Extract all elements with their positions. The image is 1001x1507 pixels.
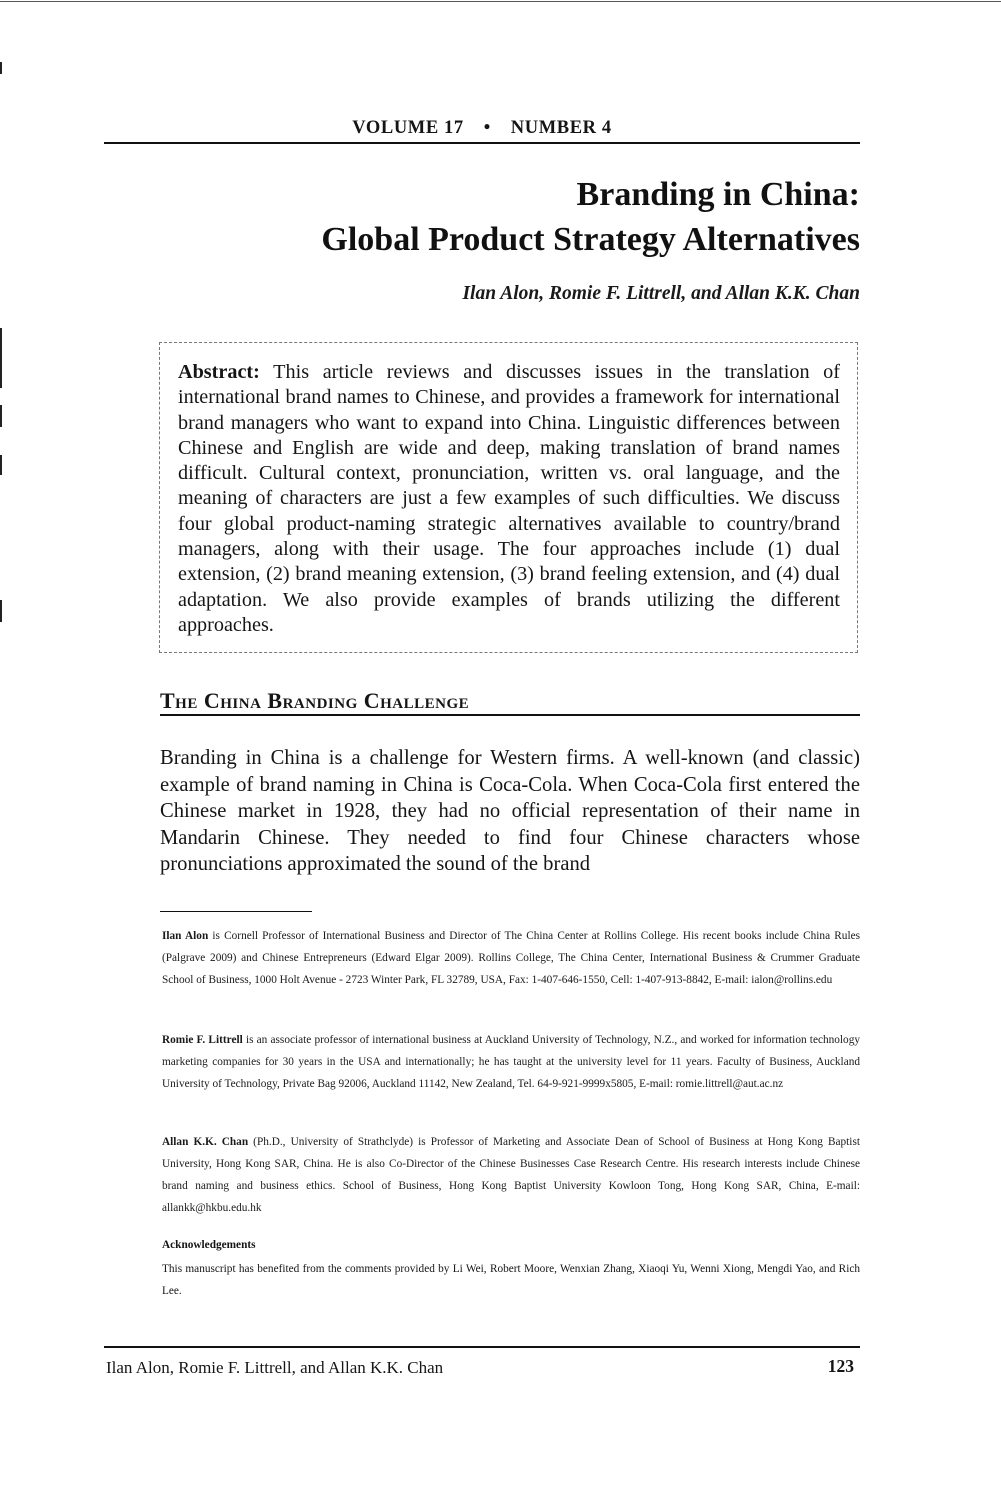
acknowledgements-title: Acknowledgements <box>162 1239 256 1251</box>
article-title <box>321 172 860 262</box>
scan-edge-mark <box>0 328 2 388</box>
journal-header <box>104 118 860 139</box>
abstract <box>178 360 840 638</box>
bio-text: is Cornell Professor of International Business and Director of The China Center at Rollins College. His recent books include China Rules (Palgrave 2009) and Chinese Entrepreneurs (Edward Elgar 2009). Rollins College, The China Center, International Business & Crummer Graduate School of Business, 1000 Holt Avenue - 2723 Winter Park, FL 32789, USA, Fax: 1-407-646-1550, Cell: 1-407-913-8842, E-mail: ialon@rollins.edu <box>162 930 860 986</box>
scan-edge-mark <box>0 62 2 74</box>
title-line-1: Branding in China: <box>576 176 860 213</box>
title-line-2: Global Product Strategy Alternatives <box>321 221 860 258</box>
volume-label: VOLUME 17 <box>352 118 464 138</box>
author-bio-littrell <box>162 1029 860 1095</box>
scan-edge-mark <box>0 405 2 427</box>
section-heading: The China Branding Challenge <box>160 688 470 713</box>
author-bio-alon <box>162 925 860 991</box>
acknowledgements-text: This manuscript has benefited from the comments provided by Li Wei, Robert Moore, Wenxian Zhang, Xiaoqi Yu, Wenni Xiong, Mengdi Yao, and Rich Lee. <box>162 1263 860 1297</box>
scan-edge-line <box>0 1 1001 2</box>
bio-name: Ilan Alon <box>162 930 209 942</box>
page-number: 123 <box>827 1356 854 1376</box>
abstract-text: This article reviews and discusses issues in the translation of international brand names to Chinese, and provides a framework for international brand managers who want to expand into China. Linguistic differences between Chinese and English are wide and deep, making translation of brand names difficult. Cultural context, pronunciation, written vs. oral language, and the meaning of characters are just a few examples of such difficulties. We discuss four global product-naming strategic alternatives available to country/brand managers, along with their usage. The four approaches include (1) dual extension, (2) brand meaning extension, (3) brand feeling extension, and (4) dual adaptation. We also provide examples of brands utilizing the different approaches. <box>178 361 840 636</box>
header-rule <box>104 142 860 144</box>
scan-edge-mark <box>0 455 2 475</box>
scan-edge-mark <box>0 600 2 622</box>
number-label: NUMBER 4 <box>510 118 612 138</box>
bio-name: Allan K.K. Chan <box>162 1136 249 1148</box>
bio-text: (Ph.D., University of Strathclyde) is Professor of Marketing and Associate Dean of School of Business at Hong Kong Baptist University, Hong Kong SAR, China. He is also Co-Director of the Chinese Businesses Case Research Centre. His research interests include Chinese brand naming and business ethics. School of Business, Hong Kong Baptist University Kowloon Tong, Hong Kong SAR, China, E-mail: allankk@hkbu.edu.hk <box>162 1136 860 1214</box>
bio-text: is an associate professor of international business at Auckland University of Technology, N.Z., and worked for information technology marketing companies for 30 years in the USA and internationally; he has taught at the university level for 11 years. Faculty of Business, Auckland University of Technology, Private Bag 92006, Auckland 11142, New Zealand, Tel. 64-9-921-9999x5805, E-mail: romie.littrell@aut.ac.nz <box>162 1034 860 1090</box>
header-separator: • <box>483 118 491 138</box>
body-paragraph: Branding in China is a challenge for Western firms. A well-known (and classic) example of brand naming in China is Coca-Cola. When Coca-Cola first entered the Chinese market in 1928, they had no official representation of their name in Mandarin Chinese. They needed to find four Chinese characters whose pronunciations approximated the sound of the brand <box>160 747 860 875</box>
bio-name: Romie F. Littrell <box>162 1034 243 1046</box>
footer-rule <box>104 1346 860 1348</box>
article-authors: Ilan Alon, Romie F. Littrell, and Allan K.K. Chan <box>462 283 860 304</box>
author-bio-chan <box>162 1131 860 1219</box>
footer-authors: Ilan Alon, Romie F. Littrell, and Allan K.K. Chan <box>106 1358 444 1377</box>
footnote-rule <box>160 911 312 912</box>
abstract-label: Abstract: <box>178 361 260 383</box>
section-rule <box>160 714 860 716</box>
